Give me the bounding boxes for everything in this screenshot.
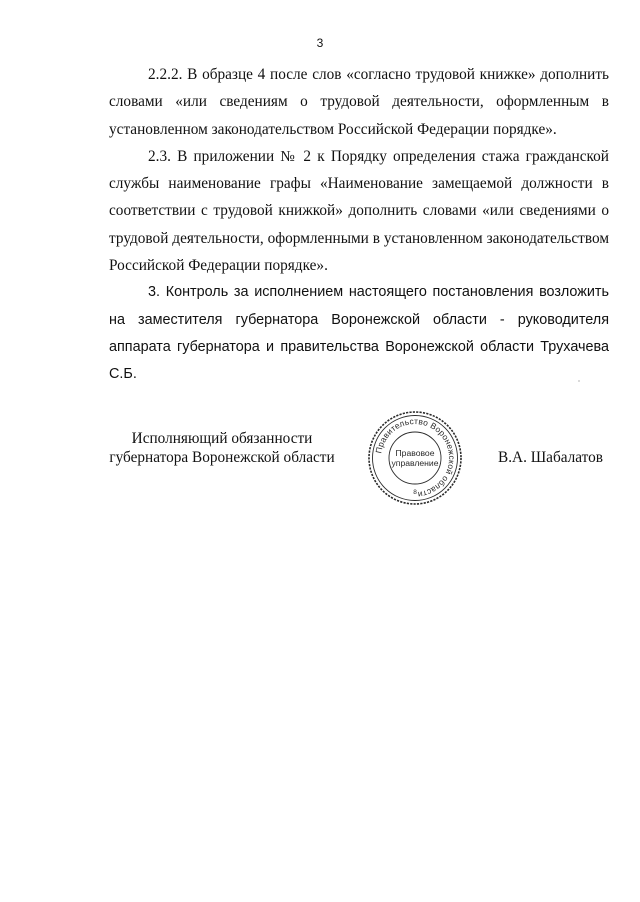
page-number: 3: [316, 36, 324, 50]
signer-position-line-2: губернатора Воронежской области: [109, 449, 335, 466]
paragraph-3: 3. Контроль за исполнением настоящего постановления возложить на заместителя губернатора Воронежской области - руководителя аппарата губернатора и правительства Воронежской области Трухачева С.Б.: [109, 284, 609, 383]
official-stamp: [365, 408, 465, 508]
document-body: [109, 61, 609, 389]
stamp-center-line-2: управление: [391, 458, 439, 468]
signer-name: В.А. Шабалатов: [498, 449, 604, 466]
paragraph-2-3: 2.3. В приложении № 2 к Порядку определения стажа гражданской службы наименование графы «Наименование замещаемой должности в соответствии с трудовой книжкой» дополнить словами «или сведениями о трудовой деятельности, оформленными в установленном законодательством Российской Федерации порядке».: [109, 147, 609, 275]
stamp-center-line-1: Правовое: [395, 448, 435, 458]
paragraph-2-2-2: 2.2.2. В образце 4 после слов «согласно трудовой книжке» дополнить словами «или сведениям о трудовой деятельности, оформленным в установленном законодательством Российской Федерации порядке».: [109, 66, 609, 138]
stamp-ring-text: Правительство Воронежской области: [373, 415, 458, 500]
signer-position: [100, 429, 344, 467]
stamp-number: 8: [413, 489, 417, 496]
scan-speck: [578, 380, 580, 382]
signer-position-line-1: Исполняющий обязанности: [131, 430, 313, 447]
stamp-seal-icon: [365, 408, 465, 508]
